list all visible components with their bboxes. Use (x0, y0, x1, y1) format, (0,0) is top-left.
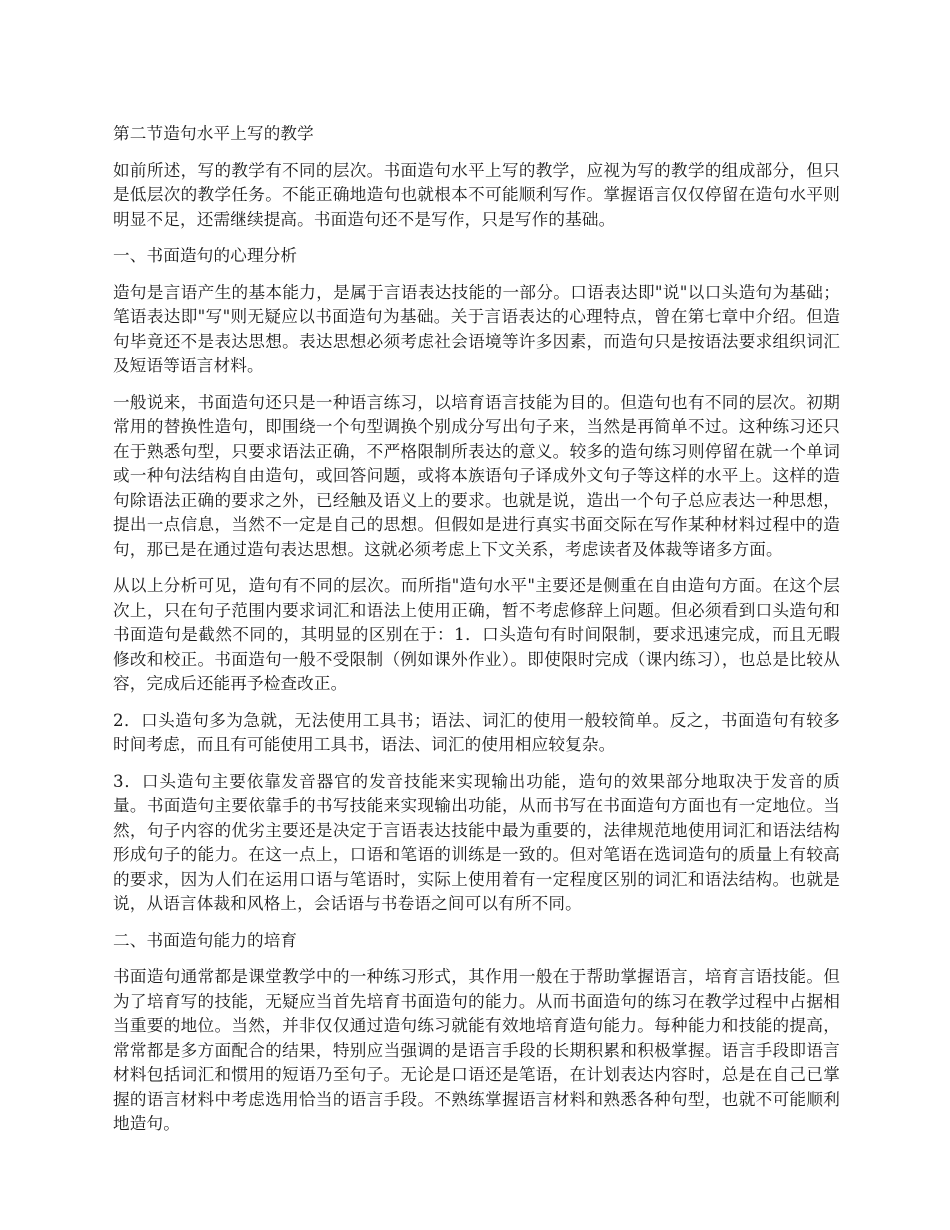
section-1-paragraph-3: 从以上分析可见，造句有不同的层次。而所指"造句水平"主要还是侧重在自由造句方面。在这个层次上，只在句子范围内要求词汇和语法上使用正确，暂不考虑修辞上问题。但必须看到口头造句和书面造句是截然不同的，其明显的区别在于：1．口头造句有时间限制，要求迅速完成，而且无暇修改和校正。书面造句一般不受限制（例如课外作业）。即使限时完成（课内练习），也总是比较从容，完成后还能再予检查改正。 (113, 576, 840, 693)
section-1-paragraph-5: 3．口头造句主要依靠发音器官的发音技能来实现输出功能，造句的效果部分地取决于发音的质量。书面造句主要依靠手的书写技能来实现输出功能，从而书写在书面造句方面也有一定地位。当然，句子内容的优劣主要还是决定于言语表达技能中最为重要的，法律规范地使用词汇和语法结构形成句子的能力。在这一点上，口语和笔语的训练是一致的。但对笔语在选词造句的质量上有较高的要求，因为人们在运用口语与笔语时，实际上使用着有一定程度区别的词汇和语法结构。也就是说，从语言体裁和风格上，会话语与书卷语之间可以有所不同。 (113, 771, 840, 913)
section-1-heading: 一、书面造句的心理分析 (113, 246, 298, 265)
section-2-paragraph-1: 书面造句通常都是课堂教学中的一种练习形式，其作用一般在于帮助掌握语言，培育言语技能。但为了培育写的技能，无疑应当首先培育书面造句的能力。从而书面造句的练习在教学过程中占据相当重要的地位。当然，并非仅仅通过造句练习就能有效地培育造句能力。每种能力和技能的提高，常常都是多方面配合的结果，特别应当强调的是语言手段的长期积累和积极掌握。语言手段即语言材料包括词汇和惯用的短语乃至句子。无论是口语还是笔语，在计划表达内容时，总是在自己已掌握的语言材料中考虑选用恰当的语言手段。不熟练掌握语言材料和熟悉各种句型，也就不可能顺利地造句。 (113, 967, 840, 1133)
section-1-paragraph-2: 一般说来，书面造句还只是一种语言练习，以培育语言技能为目的。但造句也有不同的层次。初期常用的替换性造句，即围绕一个句型调换个别成分写出句子来，当然是再简单不过。这种练习还只在于熟悉句型，只要求语法正确，不严格限制所表达的意义。较多的造句练习则停留在就一个单词或一种句法结构自由造句，或回答问题，或将本族语句子译成外文句子等这样的水平上。这样的造句除语法正确的要求之外，已经触及语义上的要求。也就是说，造出一个句子总应表达一种思想，提出一点信息，当然不一定是自己的思想。但假如是进行真实书面交际在写作某种材料过程中的造句，那已是在通过造句表达思想。这就必须考虑上下文关系，考虑读者及体裁等诸多方面。 (113, 392, 840, 559)
section-1-paragraph-1: 造句是言语产生的基本能力，是属于言语表达技能的一部分。口语表达即"说"以口头造句为基础；笔语表达即"写"则无疑应以书面造句为基础。关于言语表达的心理特点，曾在第七章中介绍。但造句毕竟还不是表达思想。表达思想必须考虑社会语境等许多因素，而造句只是按语法要求组织词汇及短语等语言材料。 (113, 282, 840, 375)
section-1-paragraph-4: 2．口头造句多为急就，无法使用工具书；语法、词汇的使用一般较简单。反之，书面造句有较多时间考虑，而且有可能使用工具书，语法、词汇的使用相应较复杂。 (113, 710, 840, 754)
document-page (113, 122, 840, 1149)
intro-paragraph: 如前所述，写的教学有不同的层次。书面造句水平上写的教学，应视为写的教学的组成部分，但只是低层次的教学任务。不能正确地造句也就根本不可能顺利写作。掌握语言仅仅停留在造句水平则明显不足，还需继续提高。书面造句还不是写作，只是写作的基础。 (113, 160, 840, 229)
section-2-heading: 二、书面造句能力的培育 (113, 930, 298, 950)
section-title: 第二节造句水平上写的教学 (113, 124, 314, 143)
